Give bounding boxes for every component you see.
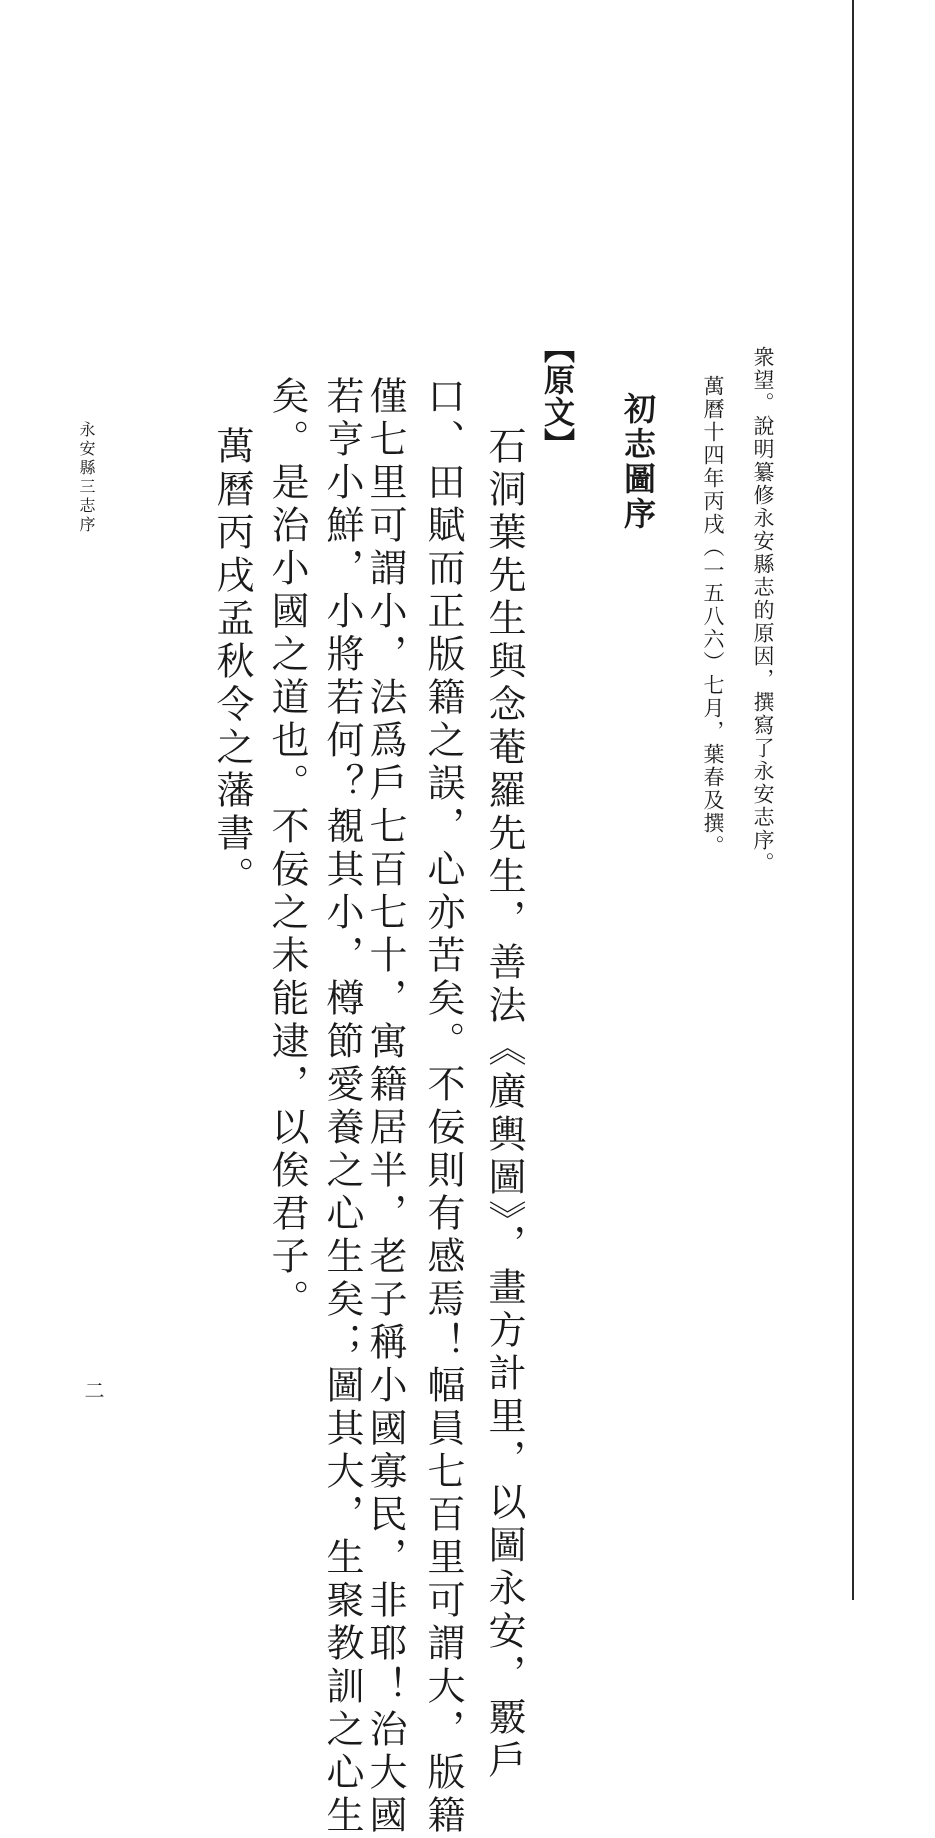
- margin-book-title: 永安縣三志序: [77, 421, 96, 535]
- body-line-1: 石洞葉先生與念菴羅先生，善法《廣輿圖》，畫方計里，以圖永安，覈戶: [482, 426, 526, 1783]
- preface-line-2: 萬曆十四年丙戌（一五八六）七月，葉春及撰。: [701, 375, 725, 858]
- body-line-5: 矣。是治小國之道也。不佞之未能逮，以俟君子。: [265, 376, 309, 1322]
- preface-line-1: 衆望。說明纂修永安縣志的原因，撰寫了永安志序。: [751, 346, 775, 875]
- body-line-3: 僅七里可謂小，法爲戶七百七十，寓籍居半，老子稱小國寡民，非耶！治大國: [363, 376, 407, 1838]
- section-title: 初志圖序: [619, 392, 657, 532]
- signature-line: 萬曆丙戌孟秋令之藩書。: [210, 426, 254, 899]
- body-line-2: 口、田賦而正版籍之誤，心亦苦矣。不佞則有感焉！幅員七百里可謂大，版籍: [421, 376, 465, 1838]
- section-label: 【原文】: [538, 332, 574, 460]
- body-line-4: 若亨小鮮，小將若何？覩其小，樽節愛養之心生矣；圖其大，生聚教訓之心生: [320, 376, 364, 1838]
- page-edge-line: [852, 0, 854, 1600]
- page-number: 二: [81, 1380, 105, 1406]
